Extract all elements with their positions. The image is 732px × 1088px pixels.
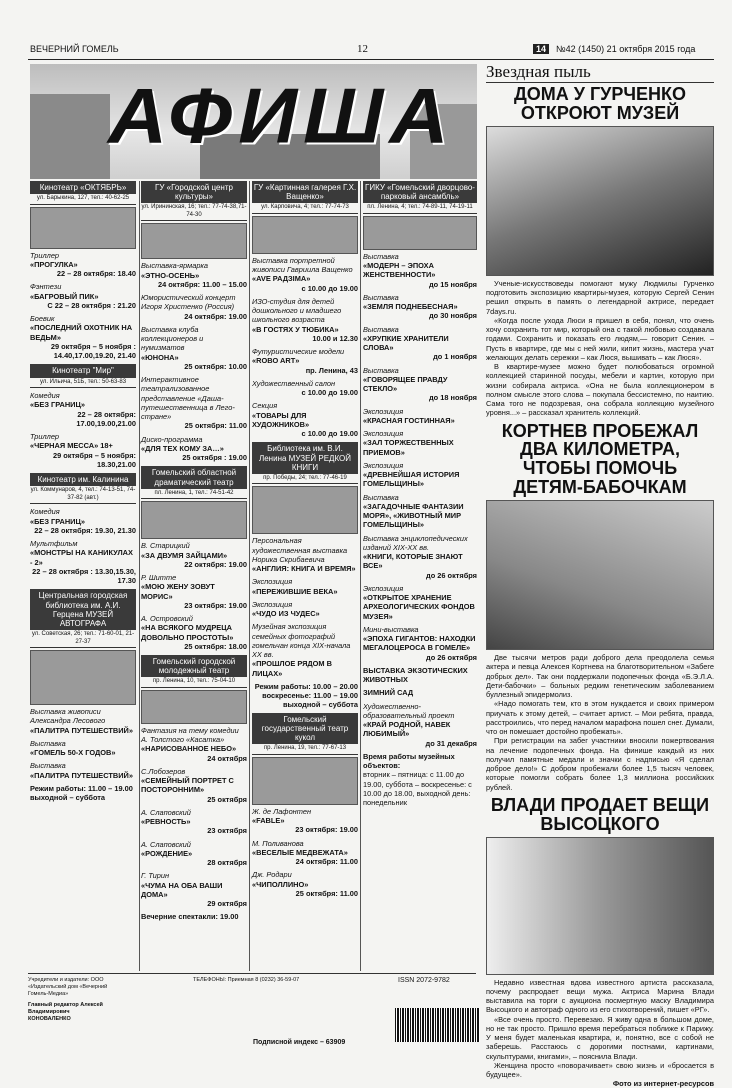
hours-title: Время работы музейных объектов: xyxy=(363,751,455,771)
event-name: «МОНСТРЫ НА КАНИКУЛАХ - 2» xyxy=(30,548,133,567)
event-item xyxy=(30,251,136,279)
event-genre: Фэнтези xyxy=(30,282,62,292)
venue-address: ул. Ирининская, 16; тел.: 77-74-38,71-74-30 xyxy=(141,203,247,221)
venue-lenin-library: Библиотека им. В.И. Ленина МУЗЕЙ РЕДКОЙ КНИГИ xyxy=(252,442,358,474)
event-item xyxy=(252,622,358,678)
event-genre: Выставка xyxy=(363,324,399,334)
event-name: «ЗА ДВУМЯ ЗАЙЦАМИ» xyxy=(141,550,228,560)
page-number-right: 14 xyxy=(533,44,549,54)
event-time: с 10.00 до 19.00 xyxy=(301,429,358,439)
event-item xyxy=(141,614,247,651)
event-name: «ДРЕВНЕЙШАЯ ИСТОРИЯ ГОМЕЛЬЩИНЫ» xyxy=(363,470,460,489)
afisha-title: АФИША xyxy=(108,73,455,160)
subscription-index: Подписной индекс – 63909 xyxy=(253,1039,346,1046)
rubric: Звездная пыль xyxy=(486,62,714,83)
issue-info: №42 (1450) 21 октября 2015 года xyxy=(556,44,696,54)
venue-address: ул. Ильича, 51Б, тел.: 50-63-83 xyxy=(30,378,136,389)
event-item xyxy=(252,807,358,835)
event-name: «ДЛЯ ТЕХ КОМУ ЗА…» xyxy=(141,443,224,453)
venue-oktyabr: Кинотеатр «ОКТЯБРЬ» xyxy=(30,181,136,194)
event-name: «ПРОГУЛКА» xyxy=(30,259,78,269)
event-time: 24 октября: 11.00 – 15.00 xyxy=(157,279,247,289)
event-time: до 26 октября xyxy=(426,570,477,580)
kortnev-photo xyxy=(486,500,714,650)
event-genre: Боевик xyxy=(30,314,55,324)
venue-address: ул. Барыкина, 127, тел.: 40-62-25 xyxy=(30,194,136,205)
paper-name: ВЕЧЕРНИЙ ГОМЕЛЬ xyxy=(30,44,119,54)
event-genre: Художественно-образовательный проект xyxy=(363,701,455,720)
event-item xyxy=(141,293,247,321)
event-time: 29 октября xyxy=(207,899,247,909)
venue-address: пр. Победы, 24; тел.: 77-46-19 xyxy=(252,474,358,485)
event-time: до 18 ноября xyxy=(428,393,477,403)
event-item xyxy=(252,577,358,596)
event-name: «ПОСЛЕДНИЙ ОХОТНИК НА ВЕДЬМ» xyxy=(30,323,133,342)
venue-address: ул. Советская, 26; тел.: 71-60-01, 21-27-37 xyxy=(30,630,136,648)
event-item xyxy=(363,293,477,321)
event-genre: Фантазия на тему комедии А. Толстого «Касатка» xyxy=(141,725,239,745)
event-item xyxy=(363,366,477,403)
event-name: «БЕЗ ГРАНИЦ» xyxy=(30,400,85,410)
article-paragraph: «Надо помогать тем, кто в этом нуждается и своих примером приучать к этому детей, – считает артист. – Мои ребята, правда, расстроились, что перед началом марафона пошел снег. Думали, что он помешает достойно пробежать». xyxy=(486,699,714,737)
article-paragraph: Ученые-искусствоведы помогают мужу Людмилы Гурченко подготовить экспозицию квартиры-музея, которую Сергей Сенин решил открыть в память о легендарной актрисе, передает 7days.ru. xyxy=(486,278,714,316)
event-name: «БАГРОВЫЙ ПИК» xyxy=(30,291,99,301)
venue-photo xyxy=(141,501,247,539)
phones: ТЕЛЕФОНЫ: Приемная 8 (0232) 36-59-07 xyxy=(193,977,300,983)
column-4 xyxy=(363,181,477,807)
event-genre: Выставка xyxy=(363,292,399,302)
event-time: до 30 ноября xyxy=(428,311,477,321)
event-time: 25 октября: 10.00 xyxy=(184,361,247,371)
venue-puppet-theatre: Гомельский государственный театр кукол xyxy=(252,713,358,745)
event-genre: Секция xyxy=(252,401,278,411)
article-paragraph: При регистрации на забег участники вносили пожертвования на лечение подопечных фонда. На финише каждый из них получил памятные медали и значки с надписью «Я сделал доброе дело!» С добром пробежали более 1,5 тысяч человек, которые помогли собрать более 1,3 миллиона российских рублей. xyxy=(486,736,714,792)
event-time: С 22 – 28 октября : 21.20 xyxy=(47,300,136,310)
event-item xyxy=(141,767,247,804)
event-genre: Музейная экспозиция семейных фотографий гомельчан конца XIX-начала XX вв. xyxy=(252,622,351,660)
event-time: 29 октября – 5 ноября: 18.30,21.00 xyxy=(52,450,136,469)
event-time: до 31 декабря xyxy=(425,738,477,748)
venue-youth-theatre: Гомельский городской молодежный театр xyxy=(141,655,247,677)
column-3 xyxy=(252,181,358,902)
event-name: «ГОМЕЛЬ 50-Х ГОДОВ» xyxy=(30,748,116,758)
event-genre: Мини-выставка xyxy=(363,624,419,634)
event-time: с 10.00 до 19.00 xyxy=(301,388,358,398)
event-name: «НА ВСЯКОГО МУДРЕЦА ДОВОЛЬНО ПРОСТОТЫ» xyxy=(141,623,234,642)
story2-title: КОРТНЕВ ПРОБЕЖАЛ ДВА КИЛОМЕТРА, ЧТОБЫ ПОМОЧЬ ДЕТЯМ-БАБОЧКАМ xyxy=(501,420,699,498)
event-name: «ЗАЛ ТОРЖЕСТВЕННЫХ ПРИЕМОВ» xyxy=(363,438,454,457)
event-genre: А. Островский xyxy=(141,614,193,623)
venue-photo xyxy=(252,486,358,534)
event-name: «ПАЛИТРА ПУТЕШЕСТВИЙ» xyxy=(30,725,133,735)
article-paragraph: Недавно известная вдова известного артиста рассказала, почему распродает вещи мужа. Актриса Марина Влади выставила на торги с аукциона посмертную маску Владимира Высоцкого и автограф одного из его стихотворений, пишет «РГ». xyxy=(486,977,714,1015)
event-time: до 26 октября xyxy=(426,652,477,662)
event-item xyxy=(363,252,477,289)
event-genre: Персональная художественная выставка Норика Скрибаевича xyxy=(252,536,348,564)
event-item xyxy=(30,761,136,780)
event-item xyxy=(141,435,247,463)
event-name: «FABLE» xyxy=(252,816,285,825)
event-item xyxy=(141,871,247,908)
column-2 xyxy=(141,181,247,922)
event-item xyxy=(363,666,477,685)
event-genre: Экспозиция xyxy=(363,429,404,439)
event-item xyxy=(363,325,477,362)
event-genre: Комедия xyxy=(30,507,60,517)
venue-photo xyxy=(141,690,247,724)
event-item xyxy=(252,379,358,398)
event-name: «ЗАГАДОЧНЫЕ ФАНТАЗИИ МОРЯ», «ЖИВОТНЫЙ МИР ГОМЕЛЬЩИНЫ» xyxy=(363,501,464,530)
event-item xyxy=(363,429,477,457)
event-genre: А. Слаповский xyxy=(141,807,191,817)
event-item xyxy=(141,325,247,371)
event-item xyxy=(363,688,477,697)
event-time: пр. Ленина, 43 xyxy=(305,365,358,375)
event-genre: Футуристические модели xyxy=(252,347,345,357)
event-name: «ЧИПОЛЛИНО» xyxy=(252,879,309,889)
event-time: 29 октября – 5 ноября : 14.40,17.00,19.20, 21.40 xyxy=(50,341,136,361)
event-name: «ЭПОХА ГИГАНТОВ: НАХОДКИ МЕГАЛОЦЕРОСА В ГОМЕЛЕ» xyxy=(363,634,476,653)
event-name: «ГОВОРЯЩЕЕ ПРАВДУ СТЕКЛО» xyxy=(363,374,448,394)
venue-address: ул. Коммунаров, 4, тел.: 74-13-51, 74-37-82 (авт.) xyxy=(30,486,136,504)
event-time: 24 октября: 11.00 xyxy=(295,857,358,866)
venue-photo xyxy=(252,216,358,254)
venue-kalinina: Кинотеатр им. Калинина xyxy=(30,473,136,486)
event-item xyxy=(252,297,358,343)
article-paragraph: «Все очень просто. Перевезаю. Я живу одна в большом доме, но не так просто. Пришло время перебраться поближе к Парижу. У меня будет маленькая квартира, и, понятно, все с собой не заберешь. Расстаюсь с дорогими постнами, картинами, скульптурами, книгами», – пояснила Влади. xyxy=(486,1014,714,1061)
venue-address: ул. Карповича, 4; тел.: 77-74-73 xyxy=(252,203,358,214)
article-paragraph: Женщина просто «поворачивает» свою жизнь и «бросается в будущее». xyxy=(486,1060,714,1080)
venue-photo xyxy=(141,223,247,259)
library-hours: Режим работы: 11.00 – 19.00 выходной – суббота xyxy=(30,783,133,803)
hours-text: вторник – пятница: с 11.00 до 19.00, суббота – воскресенье: с 10.00 до 18.00, выходной день: понедельник xyxy=(363,770,472,808)
event-item xyxy=(141,808,247,836)
event-name: «ЮНОНА» xyxy=(141,352,179,362)
library-photo xyxy=(30,650,136,705)
event-genre: Экспозиция xyxy=(363,406,404,416)
event-name: «КРАЙ РОДНОЙ, НАВЕК ЛЮБИМЫЙ» xyxy=(363,720,451,739)
event-time: с 10.00 до 19.00 xyxy=(301,283,358,293)
event-genre: Юмористический концерт Игоря Христенко (Россия) xyxy=(141,293,236,312)
event-item xyxy=(252,256,358,293)
event-time: 25 октября: 11.00 xyxy=(295,888,358,898)
barcode xyxy=(395,1008,480,1042)
column-1 xyxy=(30,181,136,802)
event-genre: Экспозиция xyxy=(252,599,293,609)
event-name: «КРАСНАЯ ГОСТИННАЯ» xyxy=(363,415,455,425)
event-name: «НАРИСОВАННОЕ НЕБО» xyxy=(141,744,237,754)
evening-shows: Вечерние спектакли: 19.00 xyxy=(141,912,239,922)
event-item xyxy=(252,347,358,375)
event-genre: Г. Тирин xyxy=(141,871,170,881)
event-item xyxy=(141,573,247,610)
event-item xyxy=(363,702,477,748)
event-name: «ROBO ART» xyxy=(252,356,300,366)
event-item xyxy=(141,541,247,569)
event-name: «В ГОСТЯХ У ТЮБИКА» xyxy=(252,324,339,334)
event-genre: Триллер xyxy=(30,432,60,442)
event-item xyxy=(141,261,247,289)
event-name: «МОЮ ЖЕНУ ЗОВУТ МОРИС» xyxy=(141,582,215,601)
event-item xyxy=(252,401,358,438)
venue-city-center: ГУ «Городской центр культуры» xyxy=(141,181,247,203)
event-time: 23 октября xyxy=(207,826,247,836)
event-item xyxy=(141,726,247,763)
venue-address: пр. Ленина, 19, тел.: 77-67-13 xyxy=(252,744,358,755)
event-name: «AVE РАДЗІМА» xyxy=(252,274,311,284)
venue-address: пр. Ленина, 10, тел.: 75-04-10 xyxy=(141,677,247,688)
event-name: «ОТКРЫТОЕ ХРАНЕНИЕ АРХЕОЛОГИЧЕСКИХ ФОНДОВ МУЗЕЯ» xyxy=(363,593,475,621)
event-name: «ЧЕРНАЯ МЕССА» 18+ xyxy=(30,441,113,451)
event-item xyxy=(363,584,477,621)
venue-palace: ГИКУ «Гомельский дворцово-парковый ансамбль» xyxy=(363,181,477,203)
event-genre: В. Старицкий xyxy=(141,541,190,551)
vlady-photo xyxy=(486,837,714,975)
event-time: 10.00 и 12.30 xyxy=(312,333,358,343)
event-name: «ПАЛИТРА ПУТЕШЕСТВИЙ» xyxy=(30,770,133,780)
event-genre: Художественный салон xyxy=(252,378,336,388)
event-item xyxy=(30,432,136,469)
event-time: 25 октября xyxy=(207,794,247,804)
venue-drama-theatre: Гомельский областной драматический театр xyxy=(141,466,247,488)
event-genre: Триллер xyxy=(30,250,60,260)
event-time: 23 октября: 19.00 xyxy=(184,600,247,610)
gurchenko-photo xyxy=(486,126,714,276)
event-name: «ХРУПКИЕ ХРАНИТЕЛИ СЛОВА» xyxy=(363,333,449,353)
event-name: «ТОВАРЫ ДЛЯ ХУДОЖНИКОВ» xyxy=(252,410,310,429)
column-divider xyxy=(139,181,140,971)
column-divider xyxy=(249,181,250,971)
venue-address: пл. Ленина, 4; тел.: 74-89-11, 74-19-11 xyxy=(363,203,477,214)
event-item xyxy=(141,840,247,868)
founder: Учредители и издатели: ООО «Издательский дом «Вечерний Гомель-Медиа» xyxy=(28,977,108,997)
event-genre: Экспозиция xyxy=(252,577,293,587)
event-item xyxy=(30,314,136,360)
event-time: 25 октября: 18.00 xyxy=(184,641,247,651)
event-genre: Выставка xyxy=(30,761,66,771)
lenin-hours: Режим работы: 10.00 – 20.00 воскресенье: 11.00 – 19.00 выходной – суббота xyxy=(254,681,358,710)
event-item xyxy=(252,870,358,898)
event-item xyxy=(363,407,477,426)
star-dust-section xyxy=(486,62,714,1088)
event-genre: М. Поливанова xyxy=(252,838,304,848)
event-item xyxy=(252,839,358,867)
event-name: ВЫСТАВКА ЭКЗОТИЧЕСКИХ ЖИВОТНЫХ xyxy=(363,665,468,685)
column-divider xyxy=(360,181,361,971)
event-genre: Выставка xyxy=(363,251,399,261)
event-item xyxy=(30,507,136,535)
event-genre: А. Слаповский xyxy=(141,839,191,849)
event-name: «ВЕСЕЛЫЕ МЕДВЕЖАТА» xyxy=(252,847,348,857)
venue-photo xyxy=(252,757,358,805)
event-name: «МОДЕРН – ЭПОХА ЖЕНСТВЕННОСТИ» xyxy=(363,261,436,280)
event-genre: Выставка портретной живописи Гавриила Ващенко xyxy=(252,255,353,275)
event-time: 22 – 28 октября: 18.40 xyxy=(56,269,136,279)
event-genre: Выставка клуба коллекционеров и нумизматов xyxy=(141,324,204,353)
event-item xyxy=(30,707,136,735)
event-genre: С.Лобозеров xyxy=(141,766,186,776)
event-genre: Диско-программа xyxy=(141,434,203,444)
article-paragraph: В квартире-музее можно будет полюбоваться огромной коллекцией старинной посуды, мебели и картин, которую при жизни собирала актриса. «Она не была коллекционером в полном смысле этого слова – покупала бессистемно, по наитию. Сама того не подозревая, она собрала коллекцию музейного уровня...» – рассказал хранитель коллекций. xyxy=(486,362,714,418)
event-genre: ИЗО-студия для детей дошкольного и младшего школьного возраста xyxy=(252,296,342,325)
event-time: 24 октября xyxy=(207,753,247,763)
event-time: 22 – 28 октября: 17.00,19.00,21.00 xyxy=(76,409,136,428)
event-name: ЗИМНИЙ САД xyxy=(363,688,414,698)
story1-title: ДОМА У ГУРЧЕНКО ОТКРОЮТ МУЗЕЙ xyxy=(513,84,687,123)
event-genre: Выставка xyxy=(30,738,66,748)
event-time: 22 октября: 19.00 xyxy=(184,559,247,569)
event-name: «ПЕРЕЖИВШИЕ ВЕКА» xyxy=(252,586,338,596)
event-time: 22 – 28 октября: 19.30, 21.30 xyxy=(34,525,136,535)
editor: Главный редактор Алексей Владимирович КОНОВАЛЕНКО xyxy=(28,1002,103,1022)
event-genre: Мультфильм xyxy=(30,539,78,549)
event-item xyxy=(252,536,358,573)
event-genre: Выставка энциклопедических изданий XIX-XX вв. xyxy=(363,533,468,552)
event-genre: Р. Шитте xyxy=(141,573,177,582)
event-time: до 1 ноября xyxy=(433,352,477,362)
venue-photo xyxy=(363,216,477,250)
event-name: «БЕЗ ГРАНИЦ» xyxy=(30,516,85,526)
event-genre: Дж. Родари xyxy=(252,870,292,880)
event-time: 24 октября: 19.00 xyxy=(184,311,247,321)
event-time: 22 – 28 октября : 13.30,15.30, 17.30 xyxy=(32,566,136,586)
event-item xyxy=(141,375,247,431)
event-genre: Выставка xyxy=(363,492,399,502)
event-genre: Выставка xyxy=(363,365,399,375)
venue-photo xyxy=(30,207,136,249)
event-item xyxy=(363,625,477,662)
event-item xyxy=(30,539,136,585)
venue-mir: Кинотеатр "Мир" xyxy=(30,364,136,377)
event-item xyxy=(30,282,136,310)
event-item xyxy=(30,391,136,428)
event-item xyxy=(363,493,477,530)
event-genre: Выставка-ярмарка xyxy=(141,261,209,271)
article-paragraph: «Когда после ухода Люси я пришел в себя, понял, что очень хочу сохранить тот мир, который она с такой любовью создавала годами. Сохранить и показать его людям,— говорит Сенин. – Пусть в квартире, где мы с ней жили, кипит жизнь, мастера учат желающих делать сережки – как Люся, вышивать – как Люся». xyxy=(486,315,714,362)
event-item xyxy=(363,534,477,580)
event-time: 28 октября xyxy=(207,858,247,868)
venue-address: пл. Ленина, 1, тел.: 74-51-42 xyxy=(141,489,247,500)
event-item xyxy=(252,600,358,619)
event-name: «РОЖДЕНИЕ» xyxy=(141,848,193,858)
event-item xyxy=(363,461,477,489)
event-genre: Интерактивное театрализованное представление «Даша-путешественница в Лего-стране» xyxy=(141,375,235,422)
building-image xyxy=(30,94,110,179)
event-name: «КНИГИ, КОТОРЫЕ ЗНАЮТ ВСЕ» xyxy=(363,552,463,571)
event-time: до 15 ноября xyxy=(428,279,477,289)
afisha-banner xyxy=(30,64,477,179)
event-item xyxy=(30,739,136,758)
photo-credit: Фото из интернет-ресурсов xyxy=(612,1079,714,1088)
event-genre: Выставка живописи Александра Лесового xyxy=(30,707,106,726)
event-name: «ЧУДО ИЗ ЧУДЕС» xyxy=(252,609,320,619)
story3-title: ВЛАДИ ПРОДАЕТ ВЕЩИ ВЫСОЦКОГО xyxy=(490,794,710,834)
venue-gallery: ГУ «Картинная галерея Г.Х. Ващенко» xyxy=(252,181,358,203)
event-name: «АНГЛИЯ: КНИГА И ВРЕМЯ» xyxy=(252,564,356,574)
event-genre: Комедия xyxy=(30,391,60,401)
event-genre: Экспозиция xyxy=(363,583,404,593)
event-name: «ЭТНО-ОСЕНЬ» xyxy=(141,270,200,280)
event-time: 23 октября: 19.00 xyxy=(295,825,358,835)
event-name: «ЧУМА НА ОБА ВАШИ ДОМА» xyxy=(141,880,223,899)
event-name: «РЕВНОСТЬ» xyxy=(141,817,191,827)
venue-library: Центральная городская библиотека им. А.И. Герцена МУЗЕЙ АВТОГРАФА xyxy=(30,589,136,630)
event-genre: Экспозиция xyxy=(363,460,404,470)
issn: ISSN 2072-9782 xyxy=(398,977,450,984)
article-paragraph: Две тысячи метров ради доброго дела преодолела семья актера и певца Алексея Кортнева на благотворительном «Забеге добрых дел». Так они поддержали подопечных фонда «Б.Э.Л.А. Дети-бабочки» – больных редким генетическим заболеванием буллезный эпидермолиз. xyxy=(486,653,714,700)
header-rule xyxy=(28,59,714,60)
event-time: 25 октября : 19.00 xyxy=(182,453,247,463)
page-number-left: 12 xyxy=(357,43,368,55)
event-name: «ПРОШЛОЕ РЯДОМ В ЛИЦАХ» xyxy=(252,659,332,678)
event-name: «СЕМЕЙНЫЙ ПОРТРЕТ С ПОСТОРОННИМ» xyxy=(141,776,234,795)
event-genre: Ж. де Лафонтен xyxy=(252,806,312,816)
event-name: «ЗЕМЛЯ ПОДНЕБЕСНАЯ» xyxy=(363,302,458,312)
event-time: 25 октября: 11.00 xyxy=(184,421,247,431)
